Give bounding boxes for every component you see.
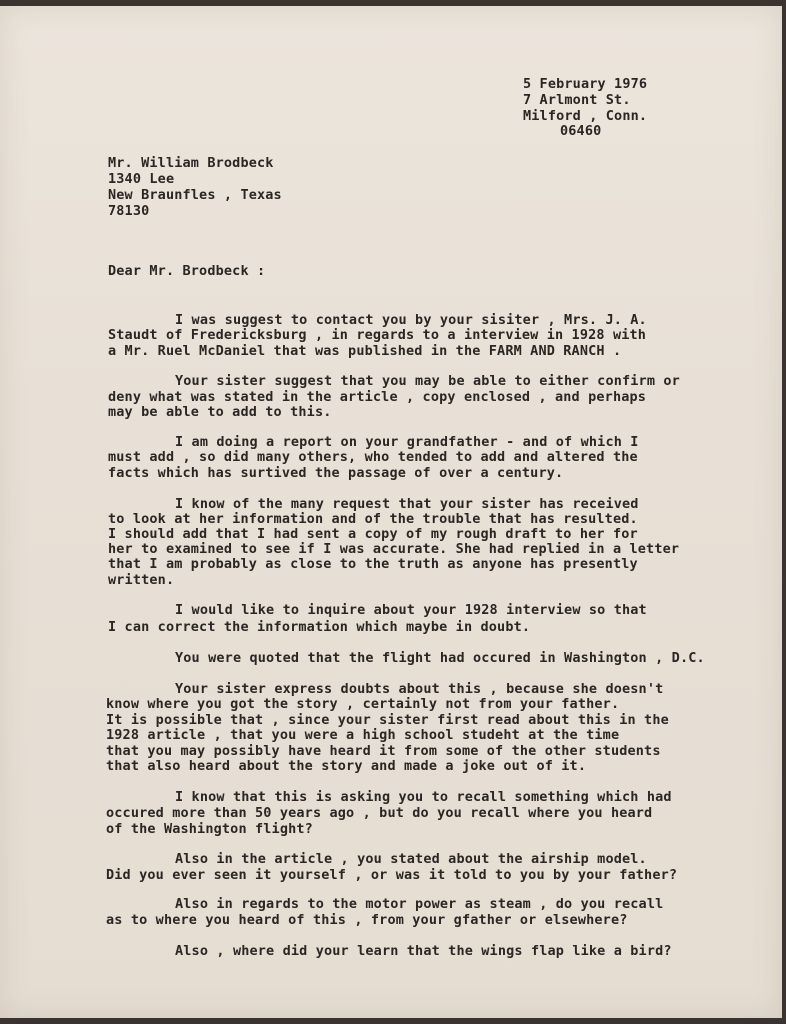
body-line: I know of the many request that your sister has received: [175, 496, 639, 512]
body-line: written.: [108, 572, 175, 588]
body-line: must add , so did many others, who tended to add and altered the: [108, 449, 638, 465]
body-line: Also in regards to the motor power as steam , do you recall: [175, 896, 664, 912]
body-line: Also in the article , you stated about the airship model.: [175, 851, 647, 867]
body-line: Your sister suggest that you may be able to either confirm or: [175, 373, 680, 389]
body-line: I was suggest to contact you by your sisiter , Mrs. J. A.: [175, 312, 647, 328]
body-line: her to examined to see if I was accurate. She had replied in a letter: [108, 541, 680, 557]
sender-city: Milford , Conn.: [523, 108, 648, 124]
recipient-zip: 78130: [108, 203, 150, 219]
sender-zip: 06460: [560, 123, 602, 139]
body-line: deny what was stated in the article , copy enclosed , and perhaps: [108, 389, 647, 405]
body-line: a Mr. Ruel McDaniel that was published in the FARM AND RANCH .: [108, 343, 622, 359]
body-line: Staudt of Fredericksburg , in regards to a interview in 1928 with: [108, 327, 647, 343]
body-line: I know that this is asking you to recall something which had: [175, 789, 672, 805]
body-line: facts which has surtived the passage of over a century.: [108, 465, 564, 481]
body-line: 1928 article , that you were a high school studeht at the time: [106, 727, 620, 743]
body-line: to look at her information and of the trouble that has resulted.: [108, 511, 638, 527]
body-line: may be able to add to this.: [108, 404, 332, 420]
body-line: Your sister express doubts about this , because she doesn't: [175, 681, 664, 697]
body-line: of the Washington flight?: [106, 821, 313, 837]
body-line: You were quoted that the flight had occured in Washington , D.C.: [175, 650, 705, 666]
recipient-name: Mr. William Brodbeck: [108, 155, 274, 171]
body-line: that you may possibly have heard it from some of the other students: [106, 743, 661, 759]
sender-date: 5 February 1976: [523, 76, 648, 92]
recipient-street: 1340 Lee: [108, 171, 175, 187]
body-line: I am doing a report on your grandfather - and of which I: [175, 434, 639, 450]
body-line: I should add that I had sent a copy of my rough draft to her for: [108, 526, 638, 542]
body-line: Did you ever seen it yourself , or was it told to you by your father?: [106, 867, 678, 883]
body-line: I would like to inquire about your 1928 interview so that: [175, 602, 647, 618]
body-line: as to where you heard of this , from your gfather or elsewhere?: [106, 912, 628, 928]
body-line: occured more than 50 years ago , but do you recall where you heard: [106, 805, 653, 821]
letter-page: [0, 6, 782, 1018]
salutation: Dear Mr. Brodbeck :: [108, 263, 266, 279]
body-line: that also heard about the story and made a joke out of it.: [106, 758, 587, 774]
recipient-city: New Braunfles , Texas: [108, 187, 282, 203]
body-line: know where you got the story , certainly not from your father.: [106, 696, 620, 712]
body-line: Also , where did your learn that the wings flap like a bird?: [175, 943, 672, 959]
body-line: I can correct the information which maybe in doubt.: [108, 619, 531, 635]
body-line: It is possible that , since your sister first read about this in the: [106, 712, 669, 728]
body-line: that I am probably as close to the truth as anyone has presently: [108, 556, 638, 572]
sender-street: 7 Arlmont St.: [523, 92, 631, 108]
